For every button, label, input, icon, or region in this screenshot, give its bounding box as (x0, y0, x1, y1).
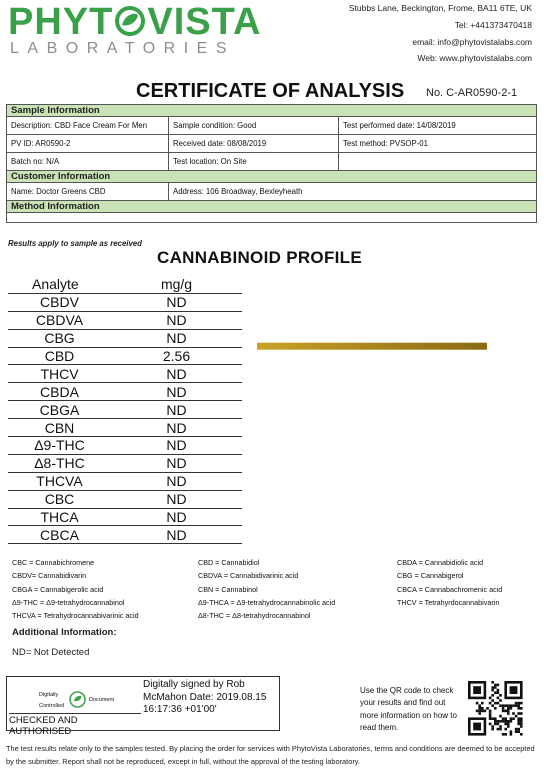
analyte-name: THCV (40, 365, 79, 382)
abbreviations-legend (12, 556, 537, 622)
analyte-value: ND (166, 455, 187, 472)
analyte-value: ND (166, 330, 187, 347)
cannabinoid-table-header (8, 276, 242, 294)
certificate-number: No. C-AR0590-2-1 (426, 87, 518, 99)
empty-cell (339, 153, 537, 171)
checked-authorised-label: CHECKED AND AUTHORISED (9, 713, 141, 737)
badge-line2: Controlled (39, 703, 65, 709)
abbreviation-entry: THCV = Tetrahyrdocannabivarin (397, 598, 500, 608)
nd-note: ND= Not Detected (12, 647, 90, 658)
analyte-value: ND (166, 509, 187, 526)
cannabinoid-row (8, 509, 242, 527)
analyte-name: CBG (44, 330, 75, 347)
analyte-name: CBD (44, 348, 75, 364)
test-performed-date: Test performed date: 14/08/2019 (339, 117, 537, 135)
test-method: Test method: PVSOP-01 (339, 135, 537, 153)
analyte-value: ND (166, 312, 187, 329)
cannabinoid-row (8, 437, 242, 455)
cannabinoid-row (8, 526, 242, 544)
cannabinoid-row (8, 491, 242, 509)
analyte-value: 2.56 (162, 348, 191, 364)
abbreviation-entry: CBD = Cannabidiol (198, 558, 260, 568)
analyte-value: ND (166, 473, 187, 490)
company-logo (8, 2, 261, 42)
contact-tel: Tel: +441373470418 (454, 20, 532, 30)
cannabinoid-row (8, 401, 242, 419)
analyte-value: ND (166, 526, 187, 543)
signature-box (6, 676, 280, 737)
cannabinoid-row (8, 294, 242, 312)
analyte-value: ND (166, 365, 187, 382)
sample-info-table (6, 104, 537, 223)
pv-id: PV ID: AR0590-2 (7, 135, 169, 153)
received-date: Received date: 08/08/2019 (169, 135, 339, 153)
analyte-value: ND (166, 401, 187, 418)
results-note: Results apply to sample as received (8, 239, 142, 248)
abbreviation-entry: CBDVA = Cannabidivarinic acid (198, 571, 299, 581)
abbreviation-entry: CBG = Cannabigerol (397, 571, 464, 581)
cannabinoid-row (8, 455, 242, 473)
analyte-name: THCVA (36, 473, 83, 490)
cannabinoid-row (8, 473, 242, 491)
analyte-name: Δ9-THC (34, 437, 85, 454)
abbreviation-entry: Δ9-THC = Δ9-tetrahydrocannabinol (12, 598, 125, 608)
certificate-title: CERTIFICATE OF ANALYSIS (136, 80, 405, 102)
analyte-name: CBCA (40, 526, 79, 543)
cannabinoid-row (8, 348, 242, 366)
cannabinoid-row (8, 330, 242, 348)
abbreviation-row (12, 569, 537, 582)
analyte-column-header: Analyte (32, 276, 79, 293)
customer-address: Address: 106 Broadway, Bexleyheath (169, 183, 537, 201)
abbreviation-entry: CBDA = Cannabidiolic acid (397, 558, 484, 568)
cannabinoid-bar-chart (257, 286, 517, 536)
chart-bar-cbd (257, 343, 487, 350)
analyte-name: CBGA (39, 401, 80, 418)
qr-note: Use the QR code to check your results and find out more information on how to read them. (360, 686, 457, 733)
digitally-controlled-badge (35, 687, 125, 715)
analyte-value: ND (166, 491, 187, 508)
sample-description: Description: CBD Face Cream For Men (7, 117, 169, 135)
analyte-value: ND (166, 419, 187, 436)
logo-leaf-icon (113, 6, 147, 36)
customer-info-header: Customer Information (7, 171, 537, 183)
abbreviation-entry: THCVA = Tetrahydrocannabivarinic acid (12, 611, 139, 621)
method-info-body (7, 213, 537, 223)
batch-no: Batch no: N/A (7, 153, 169, 171)
abbreviation-row (12, 609, 537, 622)
method-info-header: Method Information (7, 201, 537, 213)
analyte-value: ND (166, 294, 187, 311)
contact-web[interactable]: Web: www.phytovistalabs.com (417, 53, 532, 63)
contact-address: Stubbs Lane, Beckington, Frome, BA11 6TE, UK (348, 3, 532, 13)
abbreviation-entry: CBN = Cannabinol (198, 584, 258, 594)
analyte-name: THCA (40, 509, 79, 526)
abbreviation-entry: CBCA = Cannabachromenic acid (397, 584, 503, 594)
abbreviation-entry: Δ9-THCA = Δ9-tetrahydrocannabinolic acid (198, 598, 336, 608)
analyte-name: CBN (44, 419, 75, 436)
abbreviation-row (12, 583, 537, 596)
cannabinoid-row (8, 383, 242, 401)
customer-name: Name: Doctor Greens CBD (7, 183, 169, 201)
abbreviation-entry: Δ8-THC = Δ8-tetrahydrocannabinol (198, 611, 311, 621)
profile-title: CANNABINOID PROFILE (157, 248, 362, 267)
contact-email[interactable]: email: info@phytovistalabs.com (412, 37, 532, 47)
abbreviation-row (12, 596, 537, 609)
analyte-name: CBDV (40, 294, 79, 311)
logo-text-part1: PHYT (8, 1, 114, 43)
cannabinoid-row (8, 419, 242, 437)
analyte-name: CBDA (40, 383, 79, 400)
abbreviation-entry: CBC = Cannabichromene (12, 558, 95, 568)
analyte-name: CBC (44, 491, 75, 508)
analyte-name: Δ8-THC (34, 455, 85, 472)
analyte-value: ND (166, 437, 187, 454)
sample-condition: Sample condition: Good (169, 117, 339, 135)
badge-line1: Digitally (39, 692, 59, 698)
footer-disclaimer: The test results relate only to the samples tested. By placing the order for services with PhytoVista Laboratories, terms and conditions are deemed to be accepted by the submitter. Report shall not be reproduced, except in full, without the approval of the testing laboratory. (6, 744, 535, 766)
analyte-name: CBDVA (35, 312, 84, 329)
cannabinoid-table (8, 276, 242, 544)
abbreviation-entry: CBGA = Cannabigerolic acid (12, 584, 104, 594)
cannabinoid-row (8, 365, 242, 383)
abbreviation-row (12, 556, 537, 569)
badge-line3: Document (89, 697, 115, 703)
unit-column-header: mg/g (160, 276, 193, 293)
digital-signature-text[interactable]: Digitally signed by Rob McMahon Date: 2019.08.15 16:17:36 +01'00' (143, 679, 267, 715)
analyte-value: ND (166, 383, 187, 400)
qr-code-icon[interactable] (466, 680, 536, 736)
cannabinoid-row (8, 312, 242, 330)
logo-subtitle: LABORATORIES (10, 40, 235, 57)
abbreviation-entry: CBDV= Cannabidivarin (12, 571, 87, 581)
additional-info-header: Additional Information: (12, 627, 117, 638)
test-location: Test location: On Site (169, 153, 339, 171)
sample-info-header: Sample Information (7, 105, 537, 117)
seal-icon (69, 691, 86, 708)
logo-text-part2: VISTA (147, 1, 262, 43)
